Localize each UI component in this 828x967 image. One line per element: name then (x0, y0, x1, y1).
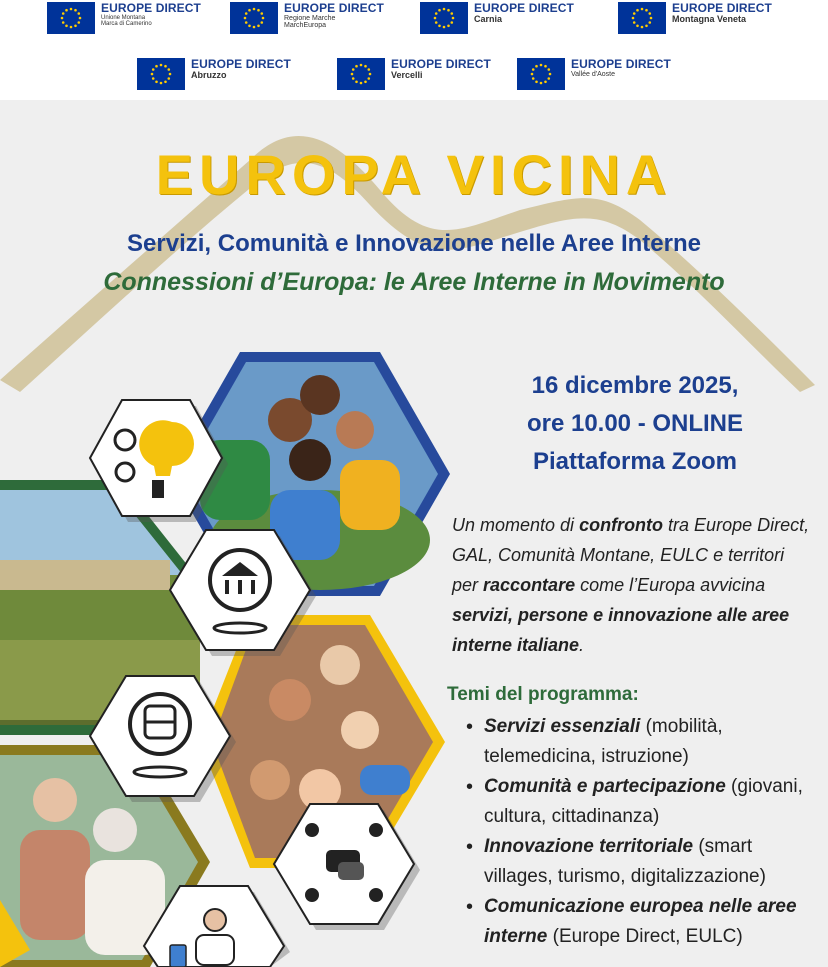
program-title: Temi del programma: (447, 684, 639, 705)
logo-title: EUROPE DIRECT (474, 1, 574, 15)
logo-title: EUROPE DIRECT (672, 1, 772, 15)
item-title: Servizi essenziali (484, 716, 641, 737)
program-list (466, 712, 816, 952)
main-title: EUROPA VICINA (155, 143, 673, 206)
logo-sub: Unione Montana (101, 14, 146, 21)
intro-text: . (579, 635, 585, 655)
list-item (466, 832, 816, 892)
logo-title: EUROPE DIRECT (284, 1, 384, 15)
logo-title: EUROPE DIRECT (571, 57, 671, 71)
intro-text: tra Europe Direct, GAL, Comunità Montane, EULC e territori per (452, 515, 810, 595)
logo-sub: Carnia (474, 13, 503, 24)
list-item (466, 772, 816, 832)
event-date: 16 dicembre 2025, (531, 372, 739, 399)
logo-title: EUROPE DIRECT (391, 57, 491, 71)
tagline: Connessioni d’Europa: le Aree Interne in Movimento (103, 268, 725, 296)
logo-title: EUROPE DIRECT (191, 57, 291, 71)
intro-bold: servizi, persone e innovazione alle aree interne italiane (452, 605, 790, 655)
item-title: Comunicazione europea nelle aree interne (484, 896, 797, 947)
item-detail: (Europe Direct, EULC) (547, 926, 743, 947)
item-title: Comunità e partecipazione (484, 776, 726, 797)
event-platform: Piattaforma Zoom (532, 448, 738, 475)
item-detail: (smart villages, turismo, digitalizzazione) (484, 836, 766, 887)
logo-sub: Vercelli (391, 69, 423, 80)
logo-sub: Marca di Camerino (101, 20, 152, 27)
logo-title: EUROPE DIRECT (101, 1, 201, 15)
event-time: ore 10.00 - ONLINE (526, 410, 744, 437)
list-item (466, 892, 816, 952)
logo-sub: Regione Marche (284, 14, 336, 22)
logo-sub: Montagna Veneta (672, 13, 747, 24)
item-title: Innovazione territoriale (484, 836, 694, 857)
intro-text: Un momento di (452, 515, 580, 535)
event-details (470, 367, 800, 481)
logo-sub: MarchEuropa (284, 21, 327, 29)
intro-text: come l’Europa avvicina (575, 575, 766, 595)
item-detail: (giovani, cultura, cittadinanza) (484, 776, 803, 827)
intro-bold: raccontare (483, 575, 576, 595)
intro-paragraph (452, 510, 812, 660)
subtitle: Servizi, Comunità e Innovazione nelle Aree Interne (127, 230, 701, 257)
item-detail: (mobilità, telemedicina, istruzione) (484, 716, 723, 767)
list-item (466, 712, 816, 772)
logo-sub: Abruzzo (191, 69, 227, 80)
logo-sub: Vallée d'Aoste (571, 70, 616, 78)
intro-bold: confronto (579, 515, 664, 535)
